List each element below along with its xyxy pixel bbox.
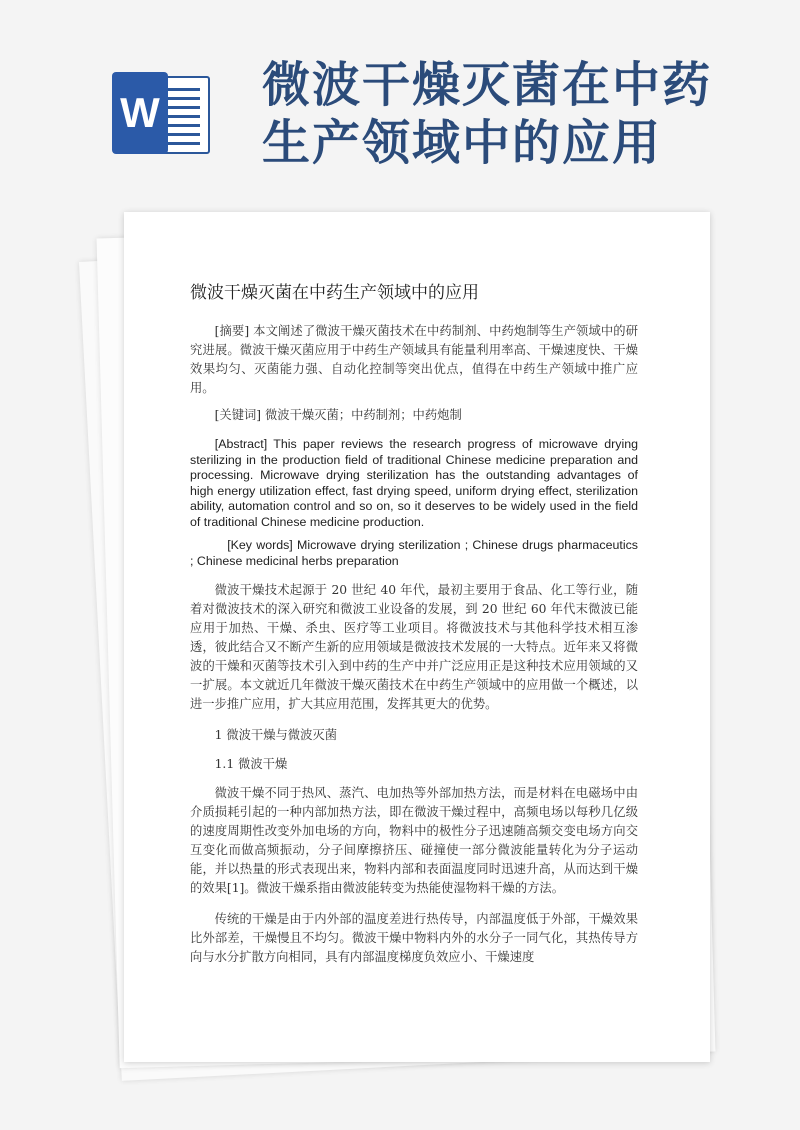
section-heading-1-1: 1.1 微波干燥	[214, 757, 288, 771]
header-banner	[0, 0, 800, 200]
document-page	[124, 212, 710, 1062]
banner-title: 微波干燥灭菌在中药生产领域中的应用	[262, 57, 713, 171]
word-app-icon: W	[112, 72, 168, 154]
body-paragraph-2: 传统的干燥是由于内外部的温度差进行热传导，内部温度低于外部，干燥效果比外部差，干燥慢且不均匀。微波干燥中物料内外的水分子一同气化，其热传导方向与水分扩散方向相同，具有内部温度梯度负效应小、干燥速度	[190, 912, 638, 964]
document-title: 微波干燥灭菌在中药生产领域中的应用	[190, 283, 479, 303]
abstract-chinese: [摘要] 本文阐述了微波干燥灭菌技术在中药制剂、中药炮制等生产领域中的研究进展。微波干燥灭菌应用于中药生产领域具有能量利用率高、干燥速度快、干燥效果均匀、灭菌能力强、自动化控制等突出优点，值得在中药生产领域中推广应用。	[190, 324, 638, 395]
keywords-english: [Key words] Microwave drying sterilization ; Chinese drugs pharmaceutics ; Chinese medicinal herbs preparation	[190, 538, 638, 568]
body-paragraph-1: 微波干燥不同于热风、蒸汽、电加热等外部加热方法，而是材料在电磁场中由介质损耗引起的一种内部加热方法，即在微波干燥过程中，高频电场以每秒几亿级的速度周期性改变外加电场的方向，物料中的极性分子迅速随高频交变电场方向交互变化而做高频振动，分子间摩擦挤压、碰撞使一部分微波能量转化为分子运动能，并以热量的形式表现出来，物料内部和表面温度同时迅速升高，从而达到干燥的效果[1]。微波干燥系指由微波能转变为热能使湿物料干燥的方法。	[190, 786, 638, 895]
abstract-english: [Abstract] This paper reviews the research progress of microwave drying sterilizing in the production field of traditional Chinese medicine preparation and processing. Microwave drying sterilization has the outstanding advantages of high energy utilization effect, fast drying speed, uniform drying effect, sterilization ability, automation control and so on, so it deserves to be widely used in the field of traditional Chinese medicine production.	[190, 437, 638, 529]
intro-paragraph: 微波干燥技术起源于 20 世纪 40 年代，最初主要用于食品、化工等行业，随着对微波技术的深入研究和微波工业设备的发展，到 20 世纪 60 年代末微波已能应用于加热、干燥、杀虫、医疗等工业项目。将微波技术与其他科学技术相互渗透，彼此结合又不断产生新的应用领域是微波技术发展的一大特点。近年来又将微波的干燥和灭菌等技术引入到中药的生产中并广泛应用正是这种技术应用领域的又一扩展。本文就近几年微波干燥灭菌技术在中药生产领域中的应用做一个概述，以进一步推广应用，扩大其应用范围，发挥其更大的优势。	[190, 583, 638, 711]
section-heading-1: 1 微波干燥与微波灭菌	[214, 728, 337, 742]
keywords-chinese: [关键词] 微波干燥灭菌；中药制剂；中药炮制	[214, 408, 462, 422]
document-body	[190, 282, 638, 975]
